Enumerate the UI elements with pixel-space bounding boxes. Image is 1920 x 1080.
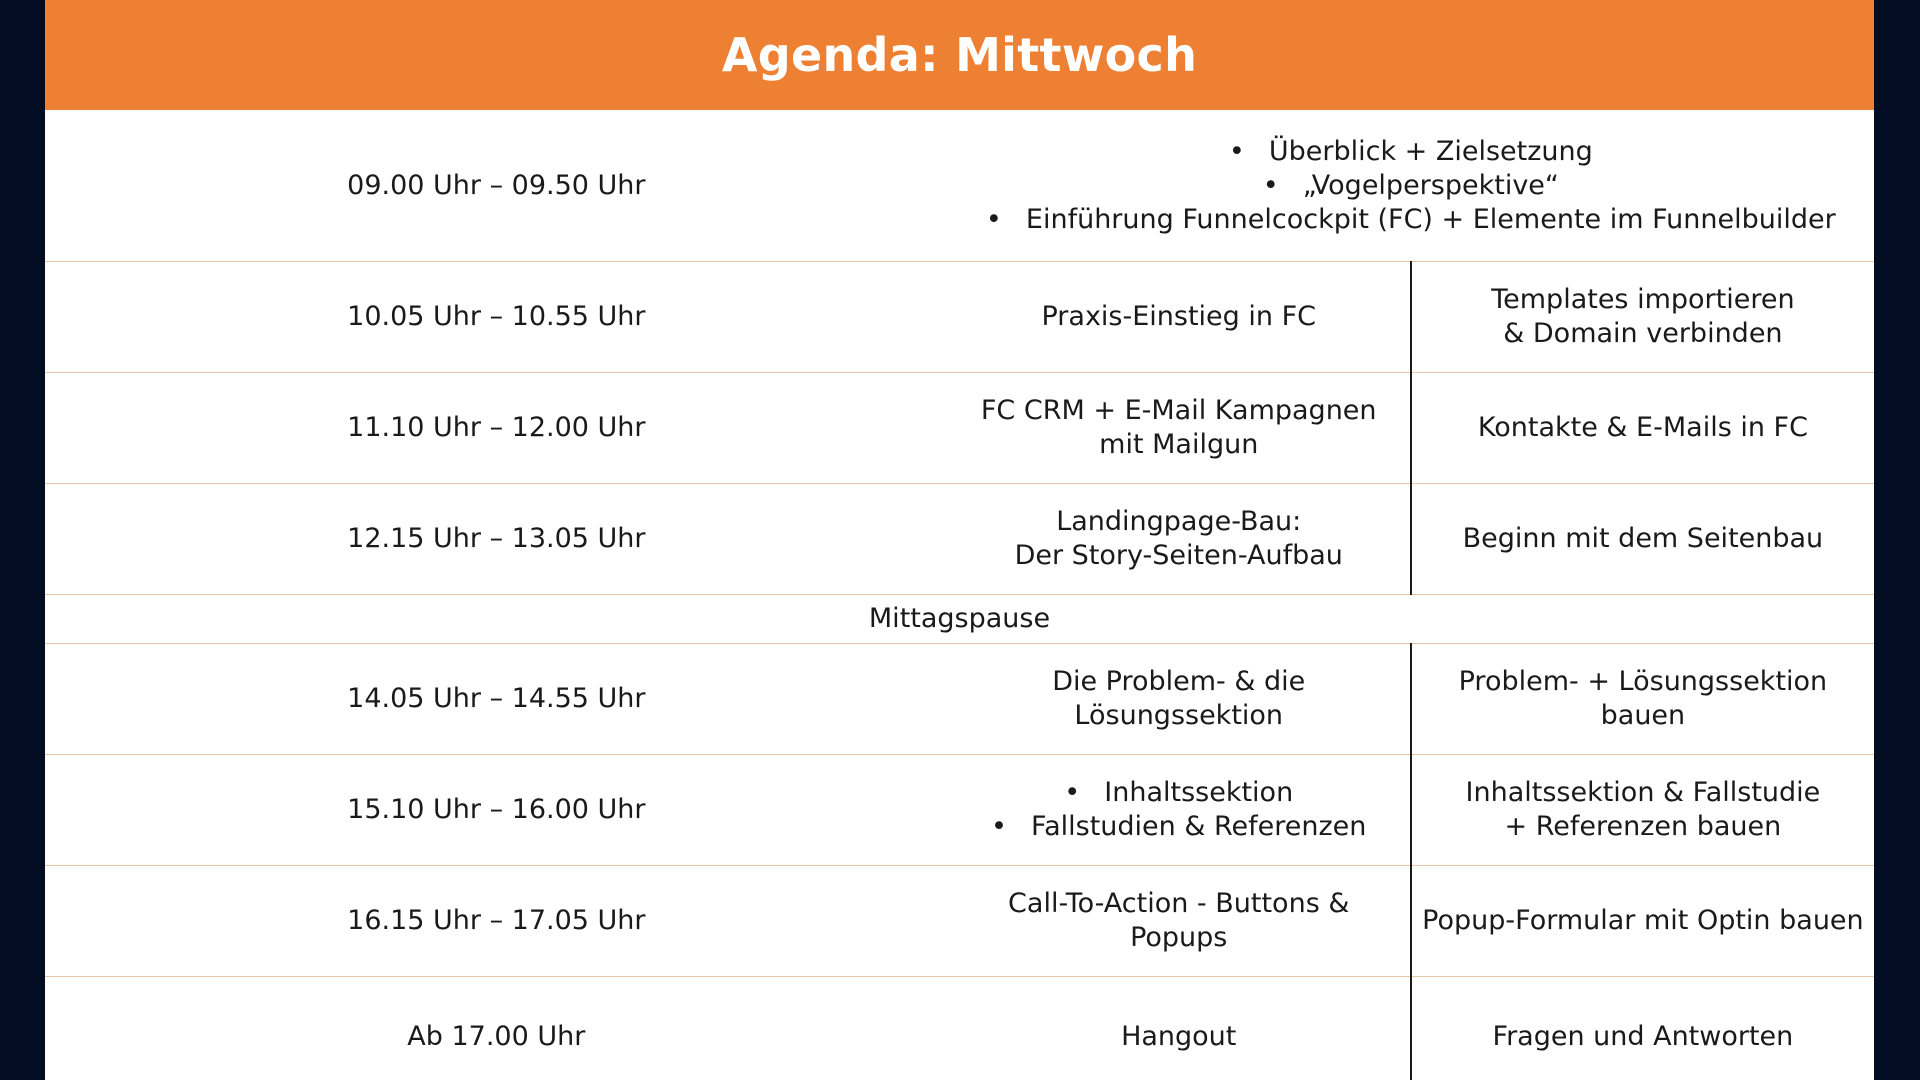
- topic-cell: [948, 110, 1874, 262]
- practice-cell: Beginn mit dem Seitenbau: [1411, 484, 1874, 595]
- time-cell: Ab 17.00 Uhr: [407, 1021, 586, 1052]
- time-cell: 16.15 Uhr – 17.05 Uhr: [45, 866, 948, 977]
- topic-cell: [948, 755, 1411, 866]
- bullet-icon: •: [1228, 135, 1245, 167]
- time-cell: 09.00 Uhr – 09.50 Uhr: [45, 110, 948, 262]
- pause-row: [45, 595, 1874, 644]
- topic-cell: Call-To-Action - Buttons & Popups: [948, 866, 1411, 977]
- agenda-table: [45, 110, 1874, 1080]
- agenda-row: [45, 866, 1874, 977]
- bullet-icon: •: [985, 203, 1002, 235]
- topic-cell: FC CRM + E-Mail Kampagnen mit Mailgun: [948, 373, 1411, 484]
- agenda-row: [45, 644, 1874, 755]
- agenda-row: [45, 755, 1874, 866]
- topic-cell: Landingpage-Bau: Der Story-Seiten-Aufbau: [948, 484, 1411, 595]
- bullet-icon: •: [1262, 169, 1279, 201]
- agenda-row: [45, 977, 1874, 1080]
- topic-cell: Praxis-Einstieg in FC: [948, 262, 1411, 373]
- pause-cell: Mittagspause: [45, 595, 1874, 644]
- agenda-title: Agenda: Mittwoch: [721, 28, 1198, 82]
- topic-cell: Die Problem- & die Lösungssektion: [948, 644, 1411, 755]
- topic-bullet-item: • Überblick + Zielsetzung: [1228, 135, 1593, 167]
- agenda-slide: [45, 0, 1874, 1080]
- practice-cell: Popup-Formular mit Optin bauen: [1411, 866, 1874, 977]
- time-cell: 10.05 Uhr – 10.55 Uhr: [45, 262, 948, 373]
- topic-bullet-item: • „Vogelperspektive“: [1262, 169, 1559, 201]
- bullet-icon: •: [1064, 777, 1081, 808]
- agenda-row: [45, 262, 1874, 373]
- topic-bullet-item: • Inhaltssektion: [1064, 777, 1294, 808]
- practice-cell: Inhaltssektion & Fallstudie + Referenzen bauen: [1411, 755, 1874, 866]
- agenda-row: [45, 110, 1874, 262]
- time-cell: 12.15 Uhr – 13.05 Uhr: [45, 484, 948, 595]
- practice-cell: Templates importieren & Domain verbinden: [1411, 262, 1874, 373]
- time-cell: 14.05 Uhr – 14.55 Uhr: [45, 644, 948, 755]
- agenda-header: [45, 0, 1874, 110]
- agenda-row: [45, 484, 1874, 595]
- practice-cell: Fragen und Antworten: [1492, 1021, 1794, 1052]
- time-cell: 11.10 Uhr – 12.00 Uhr: [45, 373, 948, 484]
- topic-bullet-item: • Einführung Funnelcockpit (FC) + Elemente im Funnelbuilder: [985, 203, 1836, 235]
- practice-cell: Kontakte & E-Mails in FC: [1411, 373, 1874, 484]
- topic-cell: Hangout: [948, 977, 1411, 1080]
- topic-bullet-item: • Fallstudien & Referenzen: [991, 811, 1367, 842]
- time-cell: 15.10 Uhr – 16.00 Uhr: [45, 755, 948, 866]
- bullet-icon: •: [991, 811, 1007, 842]
- agenda-row: [45, 373, 1874, 484]
- practice-cell: Problem- + Lösungssektion bauen: [1411, 644, 1874, 755]
